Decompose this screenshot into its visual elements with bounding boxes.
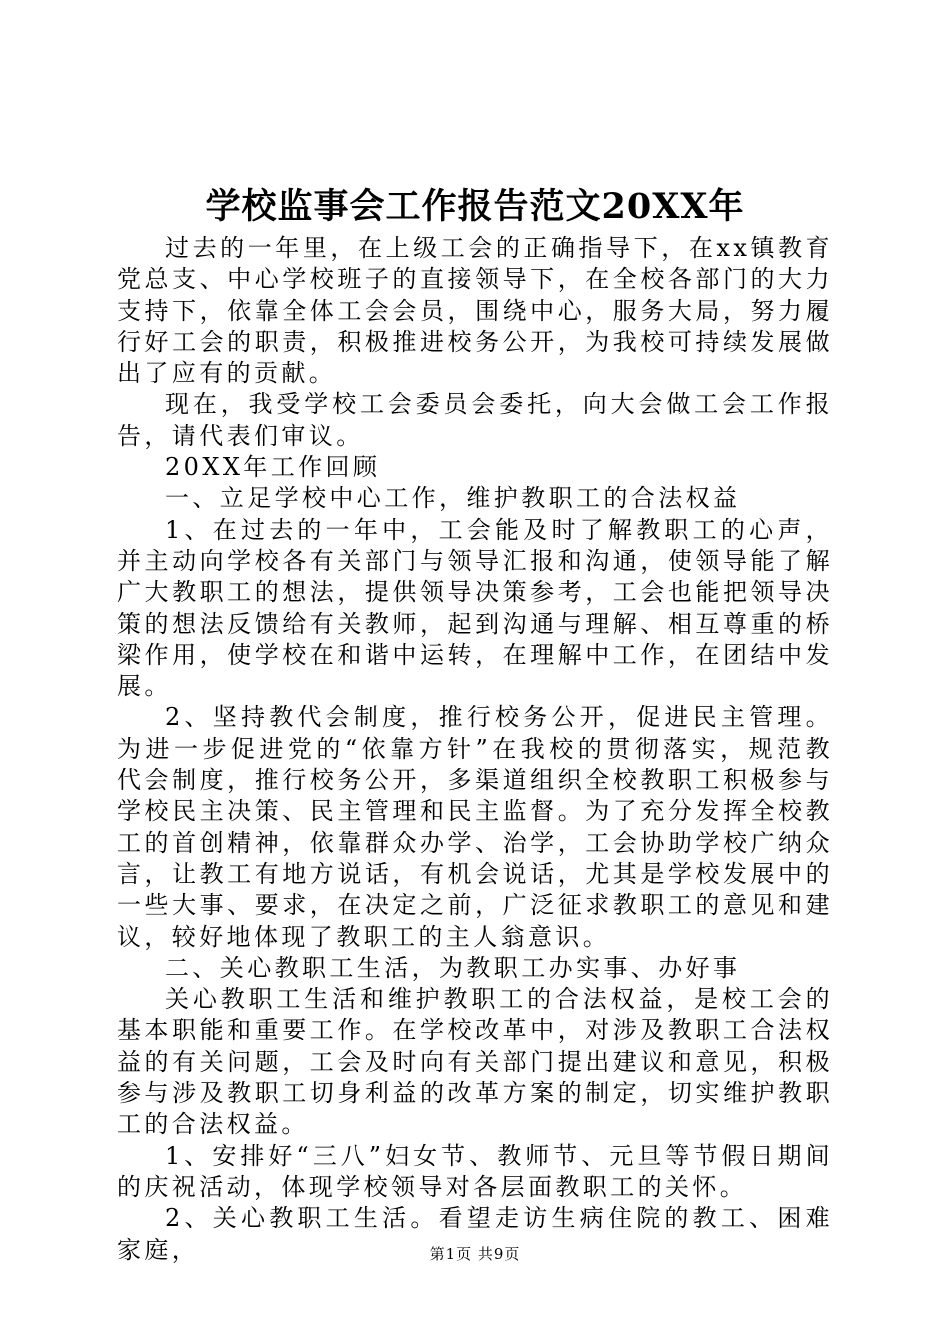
paragraph-section-two-item-1: 1、安排好“三八”妇女节、教师节、元旦等节假日期间的庆祝活动，体现学校领导对各层面教职工的关怀。 [117, 1141, 833, 1201]
document-title: 学校监事会工作报告范文20XX年 [205, 186, 745, 227]
document-body [117, 233, 833, 1266]
page-footer: 第1页 共9页 [429, 1245, 521, 1263]
paragraph-item-2: 2、坚持教代会制度，推行校务公开，促进民主管理。为进一步促进党的“依靠方针”在我校的贯彻落实，规范教代会制度，推行校务公开，多渠道组织全校教职工积极参与学校民主决策、民主管理和民主监督。为了充分发挥全校教工的首创精神，依靠群众办学、治学，工会协助学校广纳众言，让教工有地方说话，有机会说话，尤其是学校发展中的一些大事、要求，在决定之前，广泛征求教职工的意见和建议，较好地体现了教职工的主人翁意识。 [117, 703, 833, 951]
paragraph-section-two-intro: 关心教职工生活和维护教职工的合法权益，是校工会的基本职能和重要工作。在学校改革中，对涉及教职工合法权益的有关问题，工会及时向有关部门提出建议和意见，积极参与涉及教职工切身利益的改革方案的制定，切实维护教职工的合法权益。 [117, 985, 833, 1139]
paragraph-section-two-item-2: 2、关心教职工生活。看望走访生病住院的教工、困难家庭， [117, 1204, 833, 1264]
section-heading-two: 二、关心教职工生活，为教职工办实事、办好事 [165, 953, 741, 982]
paragraph-item-1: 1、在过去的一年中，工会能及时了解教职工的心声，并主动向学校各有关部门与领导汇报和沟通，使领导能了解广大教职工的想法，提供领导决策参考，工会也能把领导决策的想法反馈给有关教师，起到沟通与理解、相互尊重的桥梁作用，使学校在和谐中运转，在理解中工作，在团结中发展。 [117, 515, 833, 701]
paragraph-request-review: 现在，我受学校工会委员会委托，向大会做工会工作报告，请代表们审议。 [117, 390, 833, 450]
paragraph-intro: 过去的一年里，在上级工会的正确指导下，在xx镇教育党总支、中心学校班子的直接领导下，在全校各部门的大力支持下，依靠全体工会会员，围绕中心，服务大局，努力履行好工会的职责，积极推进校务公开，为我校可持续发展做出了应有的贡献。 [117, 234, 833, 388]
section-heading-one: 一、立足学校中心工作，维护教职工的合法权益 [165, 484, 741, 513]
section-heading-review: 20XX年工作回顾 [165, 453, 381, 482]
